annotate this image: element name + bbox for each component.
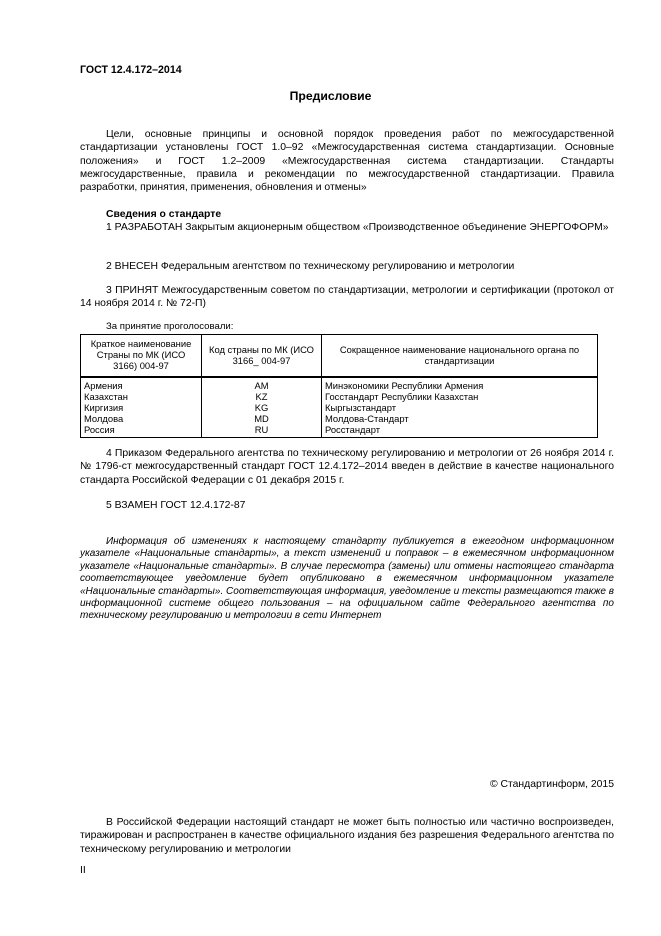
country-name: Молдова (81, 413, 202, 424)
copyright: © Стандартинформ, 2015 (489, 779, 614, 790)
info-heading: Сведения о стандарте (106, 209, 222, 220)
voting-table (80, 334, 598, 438)
standards-body: Кыргызстандарт (322, 402, 598, 413)
country-name: Киргизия (81, 402, 202, 413)
table-row (81, 402, 598, 413)
document-code-header: ГОСТ 12.4.172–2014 (80, 64, 182, 76)
country-code: RU (202, 424, 322, 437)
item-5-replaces: 5 ВЗАМЕН ГОСТ 12.4.172-87 (106, 500, 246, 511)
item-2-introduced: 2 ВНЕСЕН Федеральным агентством по техническому регулированию и метрологии (106, 261, 515, 272)
standards-body: Молдова-Стандарт (322, 413, 598, 424)
table-row (81, 391, 598, 402)
table-row (81, 424, 598, 437)
page-number: II (80, 865, 86, 876)
standards-body: Госстандарт Республики Казахстан (322, 391, 598, 402)
item-4-order: 4 Приказом Федерального агентства по техническому регулированию и метрологии от 26 ноября 2014 г. № 1796-ст межгосударственный стандарт ГОСТ 12.4.172–2014 введен в действие в качестве национального стандарта Российской Федерации с 01 декабря 2015 г. (80, 448, 614, 486)
page-title: Предисловие (289, 89, 372, 103)
country-code: KZ (202, 391, 322, 402)
table-header-row (81, 335, 598, 377)
header-country-name: Краткое наименование Страны по МК (ИСО 3166) 004-97 (81, 335, 202, 377)
country-name: Армения (81, 377, 202, 391)
item-1-developed: 1 РАЗРАБОТАН Закрытым акционерным обществом «Производственное объединение ЭНЕРГОФОРМ» (106, 222, 609, 233)
header-standards-body: Сокращенное наименование национального органа по стандартизации (322, 335, 598, 377)
header-country-code: Код страны по МК (ИСО 3166_ 004-97 (202, 335, 322, 377)
legal-notice: В Российской Федерации настоящий стандарт не может быть полностью или частично воспроизведен, тиражирован и распространен в качестве официального издания без разрешения Федерального агентства по техническому регулированию и метрологии (80, 817, 614, 855)
item-3-adopted: 3 ПРИНЯТ Межгосударственным советом по стандартизации, метрологии и сертификации (протокол от 14 ноября 2014 г. № 72-П) (80, 285, 614, 310)
intro-paragraph: Цели, основные принципы и основной порядок проведения работ по межгосударственной стандартизации установлены ГОСТ 1.0–92 «Межгосударственная система стандартизации. Основные положения» и ГОСТ 1.2–2009 «Межгосударственная система стандартизации. Стандарты межгосударственные, правила и рекомендации по межгосударственной стандартизации. Правила разработки, принятия, применения, обновления и отмены» (80, 129, 614, 194)
vote-caption: За принятие проголосовали: (106, 321, 234, 332)
country-name: Казахстан (81, 391, 202, 402)
amendments-notice: Информация об изменениях к настоящему стандарту публикуется в ежегодном информационном указателе «Национальные стандарты», а текст изменений и поправок – в ежемесячном информационном указателе «Национальные стандарты». В случае пересмотра (замены) или отмены настоящего стандарта соответствующее уведомление будет опубликовано в ежемесячном информационном указателе «Национальные стандарты». Соответствующая информация, уведомление и тексты размещаются также в информационной системе общего пользования – на официальном сайте Федерального агентства по техническому регулированию и метрологии в сети Интернет (80, 536, 614, 622)
standards-body: Минэкономики Республики Армения (322, 377, 598, 391)
country-code: MD (202, 413, 322, 424)
country-name: Россия (81, 424, 202, 437)
table-row (81, 377, 598, 391)
country-code: AM (202, 377, 322, 391)
country-code: KG (202, 402, 322, 413)
standards-body: Росстандарт (322, 424, 598, 437)
table-row (81, 413, 598, 424)
